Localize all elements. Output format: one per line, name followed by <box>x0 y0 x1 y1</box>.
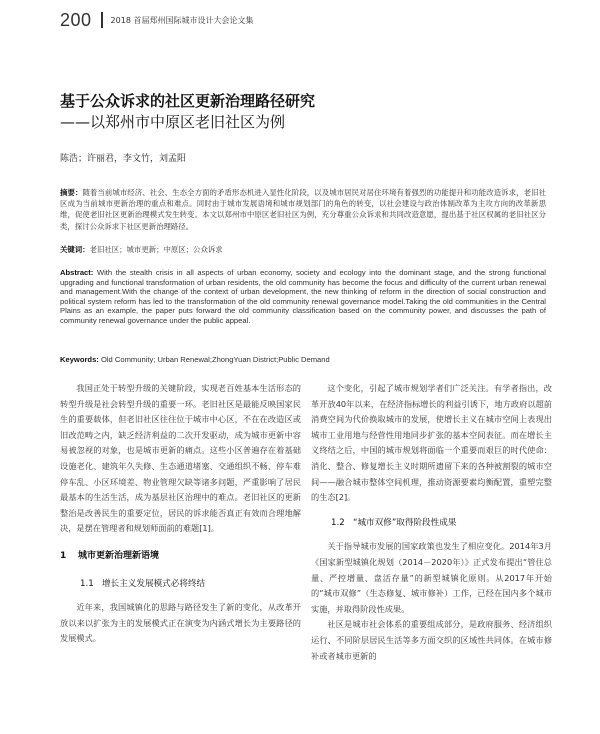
subsection-heading-1-2 <box>311 516 552 532</box>
subsection-title: “城市双修”取得阶段性成果 <box>353 517 457 528</box>
keywords-cn <box>60 244 546 255</box>
paragraph: 近年来，我国城镇化的思路与路径发生了新的变化，从改革开放以来以扩张为主的发展模式正在演变为内涵式增长为主要路径的发展模式。 <box>60 602 301 644</box>
abstract-cn-text: 随着当前城市经济、社会、生态全方面的矛盾形态机进入显性化阶段，以及城市居民对居住环境有着强烈的功能提升和功能改造诉求，老旧社区成为当前城市更新治理的重点和难点。同时由于城市发展语境和城市规划部门的角色的转变，以社会建设与政治体制改革为主攻方向的改革新思维，促使老旧社区更新治理模式发生转变。本文以郑州市中原区老旧社区为例，充分尊重公众诉求和共同改造意愿，提出基于社区权属的老旧社区分类，探讨公众诉求下社区更新治理路径。 <box>60 188 546 231</box>
author-list: 陈浩；许丽君，李文竹，刘孟阳 <box>60 154 187 164</box>
abstract-cn <box>60 187 546 232</box>
article-title: 基于公众诉求的社区更新治理路径研究 <box>60 92 316 110</box>
paragraph: 关于指导城市发展的国家政策也发生了相应变化。2014年3月《国家新型城镇化规划（2014－2020年）》正式发布提出“管住总量、严控增量、盘活存量”的新型城镇化原则。从2017年开始的“城市双修”（生态修复、城市修补）工作，已经在国内多个城市实施，并取得阶段性成果。 <box>311 541 552 614</box>
intro-paragraph: 我国正处于转型升级的关键阶段，实现老百姓基本生活形态的转型升级是社会转型升级的重要一环。老旧社区是最能反映国家民生的重要载体，但老旧社区往往位于城市中心区，不在在改造区或旧改范畴之内，缺乏经济利益的二次开发驱动，成为城市更新中容易被忽视的对象，也是城市更新的痛点。这些小区普遍存在着基础设施老化、建筑年久失修、生态通道堵塞、交通组织不畅、停车难停车乱、小区环境差、物业管理欠缺等诸多问题，严重影响了居民最基本的生活生活，成为基层社区治理中的难点。老旧社区的更新整治是改善民生的重要定位，居民的诉求能否真正有效而合理地解决，是摆在管理者和规划师面前的难题[1]。 <box>60 383 301 534</box>
section-title: 城市更新治理新语境 <box>78 550 160 561</box>
subsection-number: 1.1 <box>80 578 94 589</box>
subsection-heading-1-1 <box>60 577 301 593</box>
abstract-en-text: With the stealth crisis in all aspects of urban economy, society and ecology into the dominant stage, and the strong functional upgrading and functional transformation of urban residents, the old community has become the focus and difficulty of the current urban renewal and management.With the change of the context of urban development, the new thinking of reform in the direction of social construction and political system reform has led to the transformation of the old community renewal governance model.Taking the old communities in the Central Plains as an example, the paper puts forward the old community classification based on the community power, and discusses the path of community renewal governance under the public appeal. <box>60 268 546 325</box>
subsection-title: 增长主义发展模式必将终结 <box>102 578 206 589</box>
article-subtitle: ——以郑州市中原区老旧社区为例 <box>60 113 286 131</box>
keywords-en-label: Keywords: <box>60 355 99 364</box>
body-column-left <box>60 381 301 647</box>
section-number: 1 <box>60 550 67 561</box>
paragraph: 这个变化，引起了城市规划学者们广泛关注。有学者指出，改革开放40年以来，在经济指标增长的利益引诱下，地方政府以超前消费空间为代价换取城市的发展，使增长主义在城市空间上表现出城市工业用地与经营性用地同步扩张的基本空间表征。而在增长主义终结之后，中国的城市规划将面临一个重要而艰巨的时代使命：消化、整合、修复增长主义时期所遗留下来的各种被割裂的城市空间——融合城市整体空间机理，推动资源要素均衡配置，重塑完整的生态[2]。 <box>311 383 552 503</box>
subsection-number: 1.2 <box>331 517 345 528</box>
abstract-en <box>60 268 546 326</box>
keywords-en <box>60 354 546 365</box>
keywords-en-text: Old Community; Urban Renewal;ZhongYuan District;Public Demand <box>100 355 330 364</box>
header-divider <box>101 12 103 28</box>
keywords-cn-text: 老旧社区；城市更新；中原区；公众诉求 <box>89 245 223 254</box>
running-header <box>60 10 253 30</box>
abstract-en-label: Abstract: <box>60 268 94 277</box>
paragraph: 社区是城市社会体系的重要组成部分，是政府服务、经济组织运行、不同阶层居民生活等多方面交织的区域性共同体。在城市修补或者城市更新的 <box>311 619 552 661</box>
keywords-cn-label: 关键词： <box>60 245 90 254</box>
section-heading-1 <box>60 549 301 565</box>
page-number: 200 <box>60 9 92 30</box>
body-column-right <box>311 381 552 664</box>
running-title: 2018 首届郑州国际城市设计大会论文集 <box>110 15 254 25</box>
abstract-cn-label: 摘要： <box>60 188 83 197</box>
